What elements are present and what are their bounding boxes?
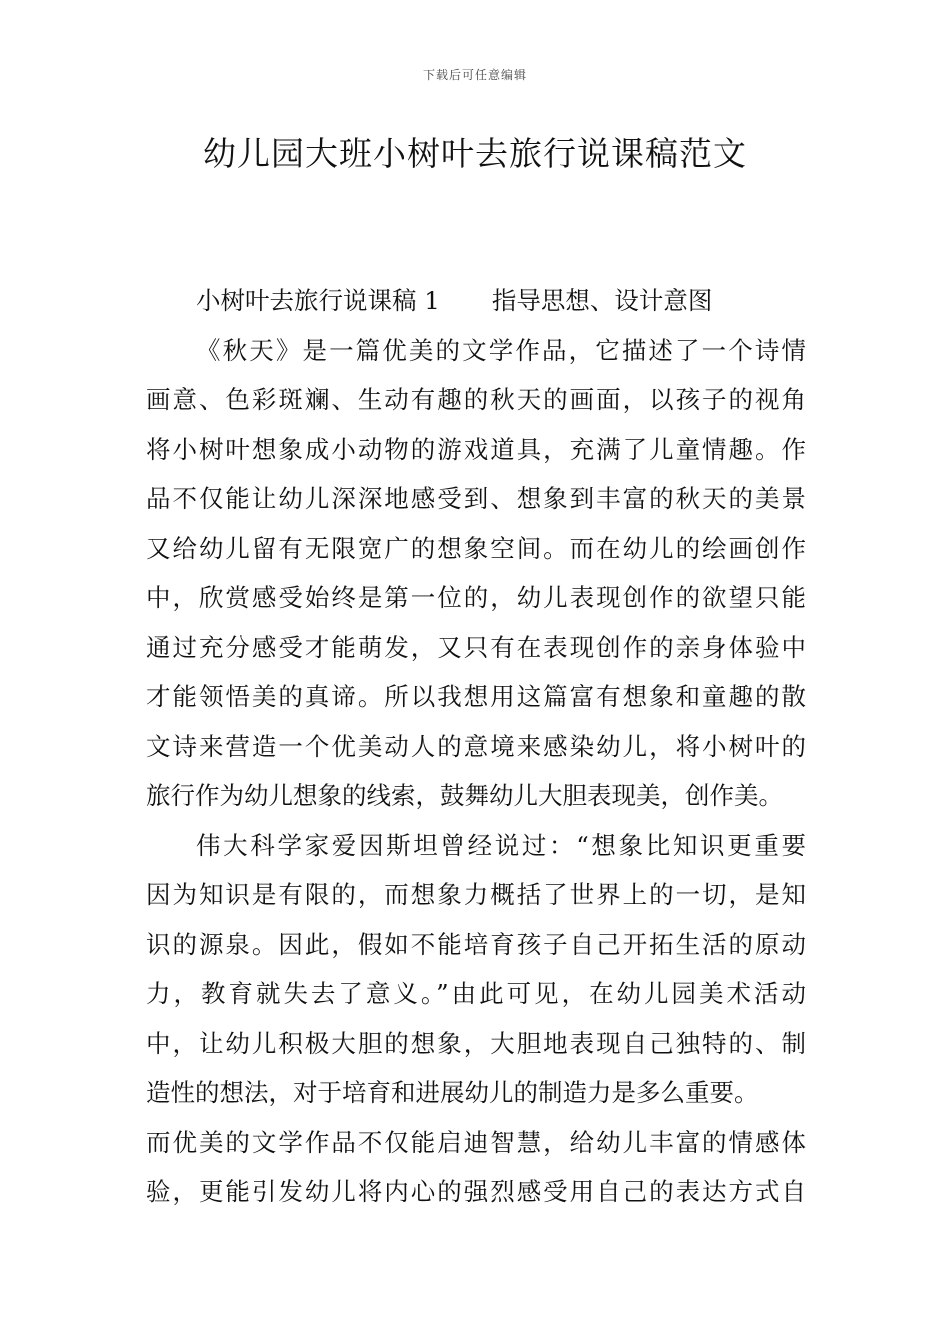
- paragraph-line: 力，教育就失去了意义。”由此可见，在幼儿园美术活动: [146, 979, 806, 1008]
- paragraph-line: 因为知识是有限的，而想象力概括了世界上的一切，是知: [146, 880, 806, 909]
- paragraph-line: 伟大科学家爱因斯坦曾经说过：“想象比知识更重要: [196, 830, 806, 860]
- section-subheading: [146, 276, 806, 326]
- paragraph-line: 旅行作为幼儿想象的线索，鼓舞幼儿大胆表现美，创作美。: [146, 781, 783, 810]
- paragraph-line: 识的源泉。因此，假如不能培育孩子自己开拓生活的原动: [146, 929, 806, 959]
- paragraph-line: 才能领悟美的真谛。所以我想用这篇富有想象和童趣的散: [146, 682, 806, 711]
- paragraph-line: 将小树叶想象成小动物的游戏道具，充满了儿童情趣。作: [146, 434, 806, 464]
- paragraph-line: 《秋天》是一篇优美的文学作品，它描述了一个诗情: [196, 335, 806, 365]
- paragraph-line: 中，欣赏感受始终是第一位的，幼儿表现创作的欲望只能: [146, 583, 806, 612]
- paragraph-line: 验，更能引发幼儿将内心的强烈感受用自己的表达方式自: [146, 1177, 806, 1206]
- subheading-part1: 小树叶去旅行说课稿 1: [196, 286, 440, 315]
- subheading-part2: 指导思想、设计意图: [491, 286, 713, 315]
- paragraph-line: 又给幼儿留有无限宽广的想象空间。而在幼儿的绘画创作: [146, 533, 806, 563]
- paragraph-line: 品不仅能让幼儿深深地感受到、想象到丰富的秋天的美景: [146, 484, 806, 513]
- paragraph-line: 文诗来营造一个优美动人的意境来感染幼儿，将小树叶的: [146, 731, 806, 761]
- paragraph-line: 通过充分感受才能萌发，又只有在表现创作的亲身体验中: [146, 632, 806, 662]
- paragraph-line: 而优美的文学作品不仅能启迪智慧，给幼儿丰富的情感体: [146, 1127, 806, 1157]
- paragraph-line: 造性的想法，对于培育和进展幼儿的制造力是多么重要。: [146, 1078, 759, 1107]
- header-note: 下载后可任意编辑: [422, 68, 527, 82]
- paragraph-line: 画意、色彩斑斓、生动有趣的秋天的画面，以孩子的视角: [146, 385, 806, 414]
- document-body: [146, 276, 806, 1217]
- paragraph-line: 中，让幼儿积极大胆的想象，大胆地表现自己独特的、制: [146, 1028, 806, 1058]
- document-title: 幼儿园大班小树叶去旅行说课稿范文: [203, 134, 747, 173]
